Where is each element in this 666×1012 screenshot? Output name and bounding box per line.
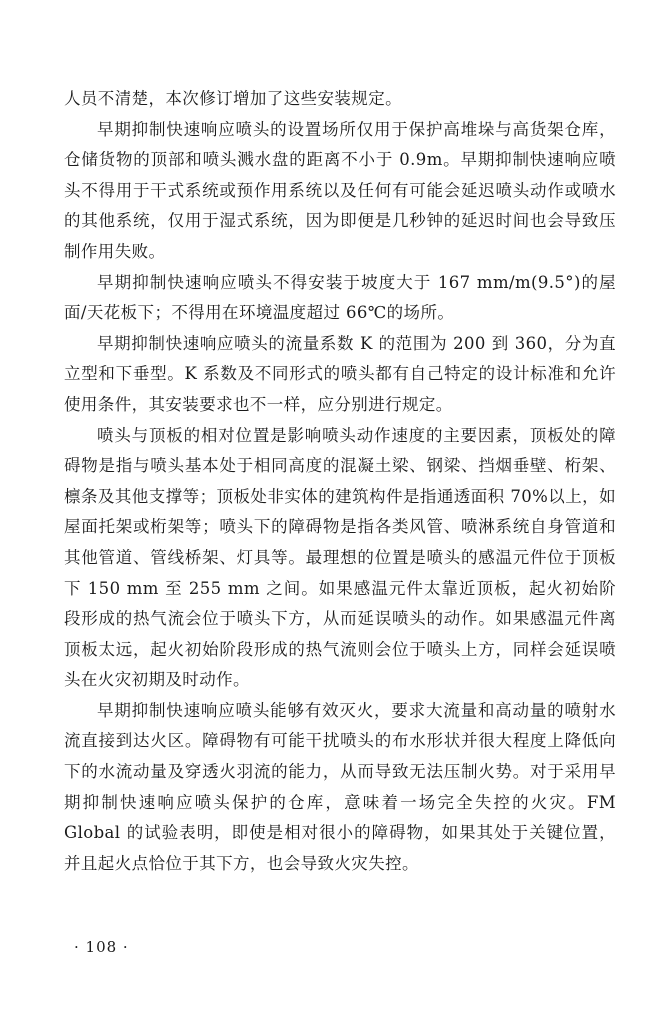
paragraph-obstructions: 喷头与顶板的相对位置是影响喷头动作速度的主要因素，顶板处的障碍物是指与喷头基本处于相同高度的混凝土梁、钢梁、挡烟垂壁、桁架、檩条及其他支撑等；顶板处非实体的建筑构件是指通透面积 70%以上，如屋面托架或桁架等；喷头下的障碍物是指各类风管、喷淋系统自身管道和其他管道、管线桥架、灯具等。最理想的位置是喷头的感温元件位于顶板下 150 mm 至 255 mm 之间。如果感温元件太靠近顶板，起火初始阶段形成的热气流会位于喷头下方，从而延误喷头的动作。如果感温元件离顶板太远，起火初始阶段形成的热气流则会位于喷头上方，同样会延误喷头在火灾初期及时动作。 <box>64 425 616 690</box>
paragraph-fire-suppression: 早期抑制快速响应喷头能够有效灭火，要求大流量和高动量的喷射水流直接到达火区。障碍物有可能干扰喷头的布水形状并很大程度上降低向下的水流动量及穿透火羽流的能力，从而导致无法压制火势。对于采用早期抑制快速响应喷头保护的仓库，意味着一场完全失控的火灾。FM Global 的试验表明，即使是相对很小的障碍物，如果其处于关键位置，并且起火点恰位于其下方，也会导致火灾失控。 <box>64 700 616 873</box>
body-text <box>64 84 616 879</box>
paragraph-slope-temperature: 早期抑制快速响应喷头不得安装于坡度大于 167 mm/m(9.5°)的屋面/天花板下；不得用在环境温度超过 66℃的场所。 <box>64 272 616 323</box>
paragraph-k-factor: 早期抑制快速响应喷头的流量系数 K 的范围为 200 到 360，分为直立型和下垂型。K 系数及不同形式的喷头都有自己特定的设计标准和允许使用条件，其安装要求也不一样，应分别进行规定。 <box>64 333 616 414</box>
page-number: · 108 · <box>74 938 129 956</box>
paragraph-esfr-location: 早期抑制快速响应喷头的设置场所仅用于保护高堆垛与高货架仓库，仓储货物的顶部和喷头溅水盘的距离不小于 0.9m。早期抑制快速响应喷头不得用于干式系统或预作用系统以及任何有可能会延迟喷头动作或喷水的其他系统，仅用于湿式系统，因为即便是几秒钟的延迟时间也会导致压制作用失败。 <box>64 119 616 261</box>
paragraph-continuation: 人员不清楚，本次修订增加了这些安装规定。 <box>64 89 402 108</box>
